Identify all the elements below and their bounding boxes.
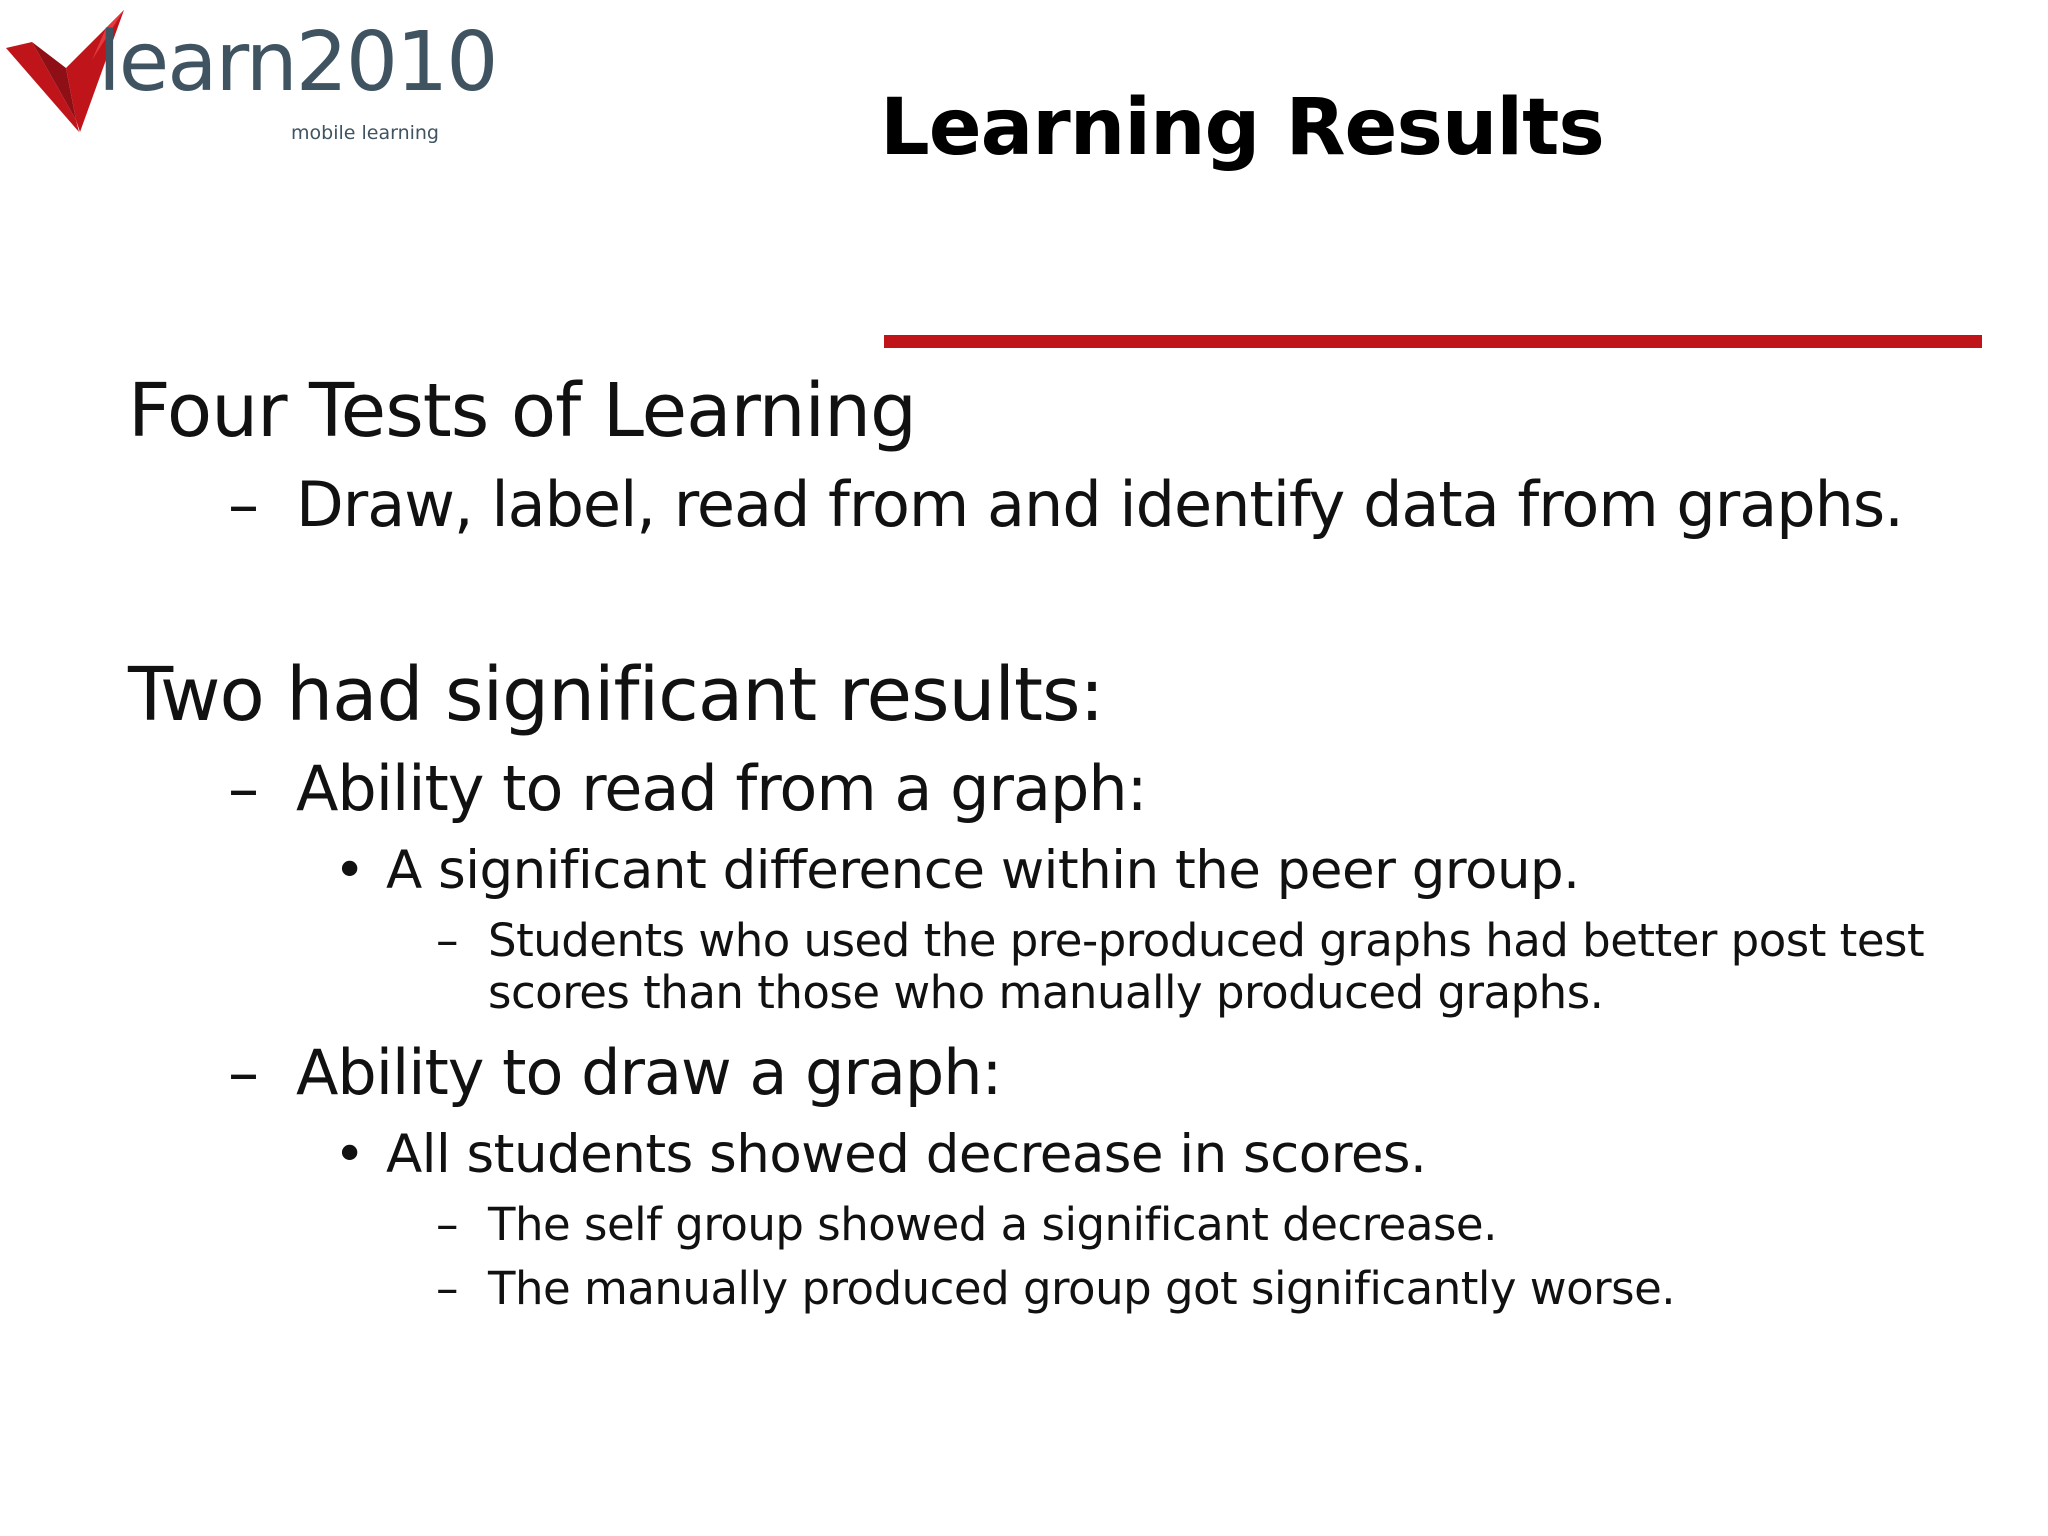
dash-marker: – xyxy=(436,914,458,967)
section1-subpoint: Draw, label, read from and identify data from graphs. xyxy=(296,468,1903,541)
section2-heading: Two had significant results: xyxy=(128,652,1104,738)
dash-marker: – xyxy=(228,468,258,541)
logo-wordmark: learn2010 xyxy=(98,15,497,110)
section1-heading: Four Tests of Learning xyxy=(128,368,916,454)
read-graph-heading: Ability to read from a graph: xyxy=(296,752,1147,825)
draw-graph-detail1: The self group showed a significant decrease. xyxy=(488,1198,1497,1251)
read-graph-detail-line1: Students who used the pre-produced graphs had better post test xyxy=(488,914,1925,967)
bullet-marker: • xyxy=(334,1124,365,1185)
dash-marker: – xyxy=(436,1262,458,1315)
dash-marker: – xyxy=(436,1198,458,1251)
dash-marker: – xyxy=(228,752,258,825)
title-underline-rule xyxy=(884,335,1982,348)
logo-tagline: mobile learning xyxy=(291,122,439,144)
logo xyxy=(6,8,497,144)
draw-graph-detail2: The manually produced group got significantly worse. xyxy=(488,1262,1676,1315)
read-graph-bullet: A significant difference within the peer group. xyxy=(386,840,1580,901)
draw-graph-bullet: All students showed decrease in scores. xyxy=(386,1124,1427,1185)
slide-title: Learning Results xyxy=(880,83,1604,173)
bullet-marker: • xyxy=(334,840,365,901)
read-graph-detail-line2: scores than those who manually produced graphs. xyxy=(488,966,1604,1019)
dash-marker: – xyxy=(228,1036,258,1109)
draw-graph-heading: Ability to draw a graph: xyxy=(296,1036,1002,1109)
